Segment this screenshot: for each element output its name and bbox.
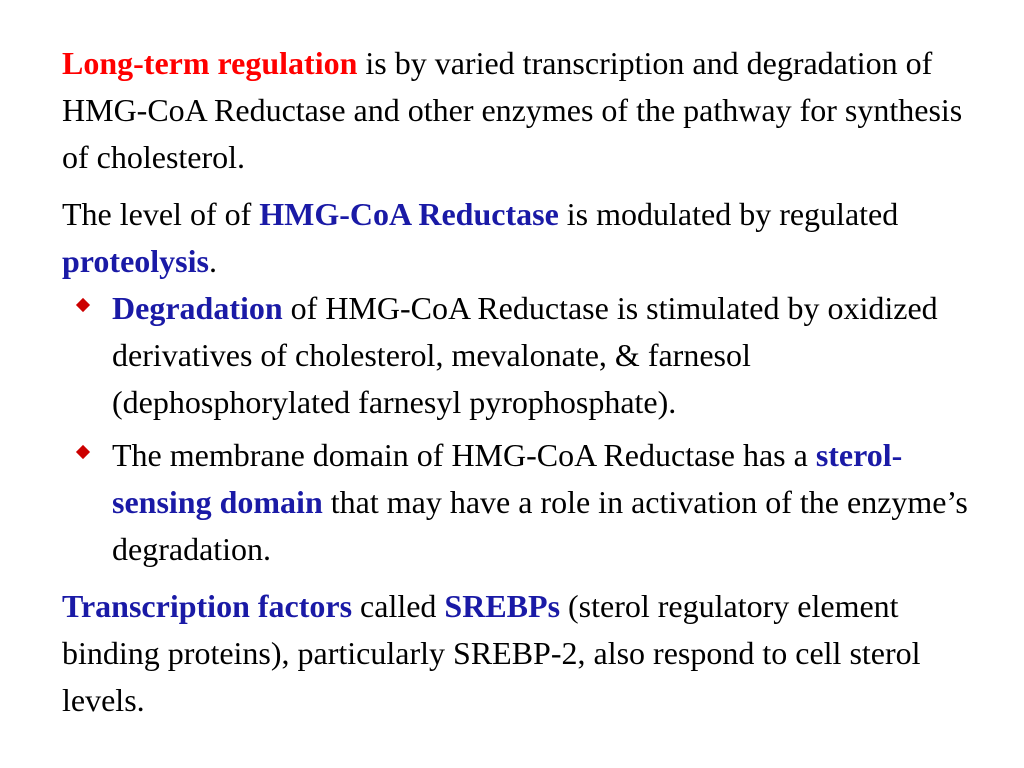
paragraph-text: is modulated by regulated xyxy=(558,196,899,232)
diamond-bullet-icon xyxy=(76,445,90,459)
paragraph-text: called xyxy=(352,588,445,624)
term-long-term-regulation: Long-term regulation xyxy=(62,45,358,81)
paragraph-long-term-regulation xyxy=(62,40,992,181)
bullet-text: The membrane domain of HMG-CoA Reductase has a xyxy=(112,437,816,473)
bullet-text: of HMG-CoA Reductase is stimulated by oxidized derivatives of cholesterol, mevalonate, & farnesol (dephosphorylated farnesyl pyrophosphate). xyxy=(112,290,938,420)
paragraph-text: is by varied transcription and degradation of HMG-CoA Reductase and other enzymes of the pathway for synthesis of cholesterol. xyxy=(62,45,963,175)
paragraph-transcription-factors xyxy=(62,583,992,724)
term-degradation: Degradation xyxy=(112,290,283,326)
paragraph-text: (sterol regulatory element binding proteins), particularly SREBP-2, also respond to cell sterol levels. xyxy=(62,588,921,718)
slide-body xyxy=(62,40,992,724)
bullet-item-sterol-sensing xyxy=(62,432,992,573)
term-transcription-factors: Transcription factors xyxy=(62,588,353,624)
paragraph-text: The level of of xyxy=(62,196,260,232)
term-srebps: SREBPs xyxy=(444,588,561,624)
bullet-list xyxy=(62,285,992,573)
term-sterol-sensing-domain: sterol-sensing domain xyxy=(112,437,903,520)
diamond-bullet-icon xyxy=(76,298,90,312)
paragraph-hmg-coa-level xyxy=(62,191,992,285)
bullet-text: that may have a role in activation of the enzyme’s degradation. xyxy=(112,484,968,567)
term-proteolysis: proteolysis xyxy=(62,243,209,279)
paragraph-text: . xyxy=(208,243,217,279)
term-hmg-coa-reductase: HMG-CoA Reductase xyxy=(259,196,559,232)
bullet-item-degradation xyxy=(62,285,992,426)
